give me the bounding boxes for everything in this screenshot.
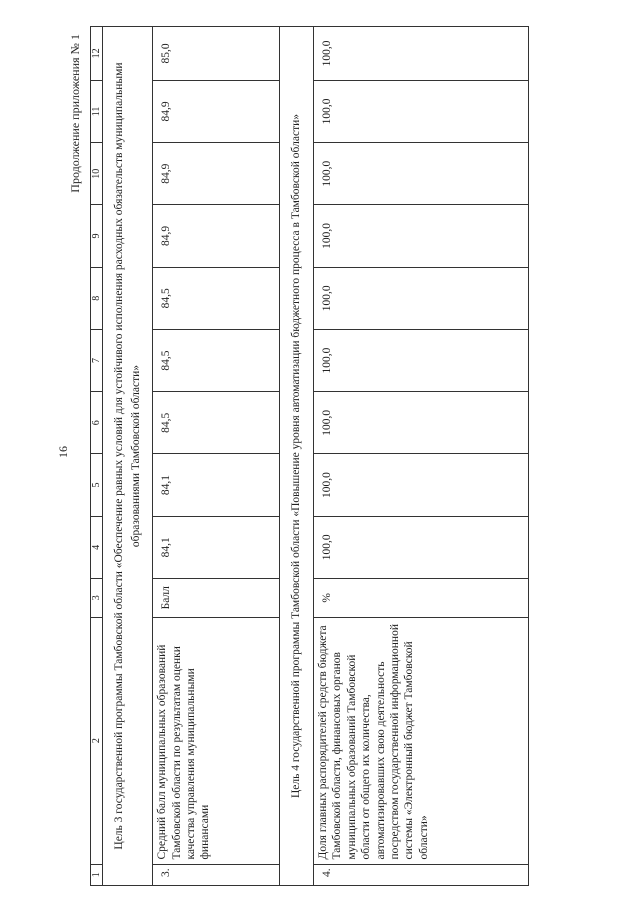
value-cell: 84,9 xyxy=(153,80,280,142)
value-cell: 100,0 xyxy=(314,80,529,142)
value-cell: 85,0 xyxy=(153,27,280,81)
column-number: 10 xyxy=(91,143,103,205)
indicator-name: Доля главных распорядителей средств бюджета Тамбовской области, финансовых органов муниципальных образований Тамбовской области от общего их количества, автоматизировавших свою деятельность посредством государственной информационной системы «Электронный бюджет Тамбовской области» xyxy=(314,617,529,864)
column-number: 9 xyxy=(91,205,103,267)
table-row xyxy=(153,27,280,886)
unit-cell: % xyxy=(314,578,529,617)
value-cell: 100,0 xyxy=(314,454,529,516)
indicator-name: Средний балл муниципальных образований Тамбовской области по результатам оценки качества управления муниципальными финансами xyxy=(153,617,280,864)
indicators-table xyxy=(90,26,529,886)
value-cell: 84,5 xyxy=(153,329,280,391)
column-number: 3 xyxy=(91,578,103,617)
column-number: 4 xyxy=(91,516,103,578)
unit-cell: Балл xyxy=(153,578,280,617)
value-cell: 100,0 xyxy=(314,329,529,391)
row-number: 3. xyxy=(153,864,280,885)
value-cell: 100,0 xyxy=(314,516,529,578)
value-cell: 100,0 xyxy=(314,27,529,81)
appendix-heading: Продолжение приложения № 1 xyxy=(68,34,82,193)
goal-3-text: Цель 3 государственной программы Тамбовской области «Обеспечение равных условий для устойчивого исполнения расходных обязательств муниципальными образованиями Тамбовской области» xyxy=(103,27,153,886)
value-cell: 100,0 xyxy=(314,205,529,267)
value-cell: 84,1 xyxy=(153,454,280,516)
rotated-page xyxy=(68,26,536,886)
column-number: 12 xyxy=(91,27,103,81)
column-number: 1 xyxy=(91,864,103,885)
goal-3-row xyxy=(103,27,153,886)
column-number: 5 xyxy=(91,454,103,516)
value-cell: 100,0 xyxy=(314,143,529,205)
row-number: 4. xyxy=(314,864,529,885)
value-cell: 84,9 xyxy=(153,143,280,205)
value-cell: 84,9 xyxy=(153,205,280,267)
column-number: 11 xyxy=(91,80,103,142)
goal-4-text: Цель 4 государственной программы Тамбовской области «Повышение уровня автоматизации бюджетного процесса в Тамбовской области» xyxy=(280,27,314,886)
column-number: 6 xyxy=(91,392,103,454)
column-number-row xyxy=(91,27,103,886)
page-number: 16 xyxy=(56,446,70,458)
table-row xyxy=(314,27,529,886)
column-number: 2 xyxy=(91,617,103,864)
value-cell: 100,0 xyxy=(314,267,529,329)
value-cell: 84,5 xyxy=(153,267,280,329)
column-number: 7 xyxy=(91,329,103,391)
value-cell: 84,5 xyxy=(153,392,280,454)
goal-4-row xyxy=(280,27,314,886)
value-cell: 100,0 xyxy=(314,392,529,454)
column-number: 8 xyxy=(91,267,103,329)
value-cell: 84,1 xyxy=(153,516,280,578)
